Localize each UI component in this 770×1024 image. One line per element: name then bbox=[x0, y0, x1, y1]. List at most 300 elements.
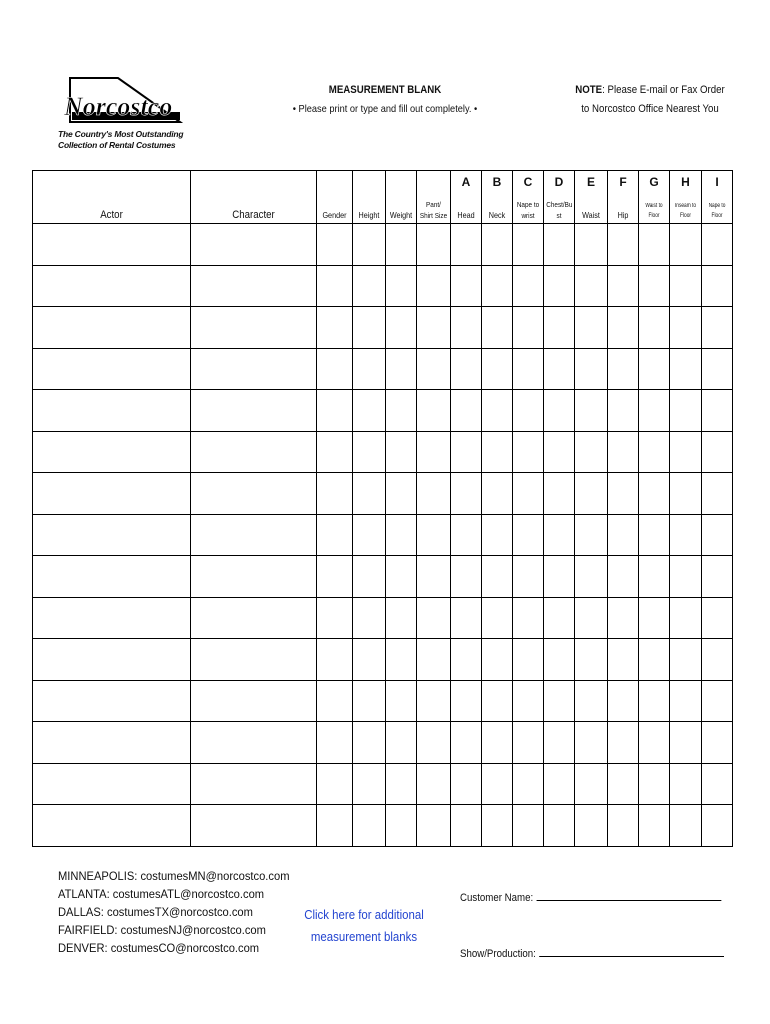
table-cell[interactable] bbox=[702, 431, 733, 473]
table-cell[interactable] bbox=[191, 639, 317, 681]
table-cell[interactable] bbox=[670, 597, 702, 639]
table-cell[interactable] bbox=[702, 307, 733, 349]
table-cell[interactable] bbox=[513, 639, 544, 681]
table-cell[interactable] bbox=[191, 224, 317, 266]
table-cell[interactable] bbox=[451, 514, 482, 556]
table-cell[interactable] bbox=[451, 224, 482, 266]
table-row bbox=[33, 805, 733, 847]
table-cell[interactable] bbox=[513, 597, 544, 639]
table-cell[interactable] bbox=[513, 224, 544, 266]
table-cell[interactable] bbox=[417, 473, 451, 515]
table-cell[interactable] bbox=[317, 473, 353, 515]
table-cell[interactable] bbox=[702, 763, 733, 805]
table-cell[interactable] bbox=[317, 265, 353, 307]
table-cell[interactable] bbox=[482, 431, 513, 473]
table-cell[interactable] bbox=[639, 514, 670, 556]
table-cell[interactable] bbox=[317, 348, 353, 390]
table-cell[interactable] bbox=[33, 307, 191, 349]
column-header bbox=[317, 171, 353, 224]
table-cell[interactable] bbox=[33, 265, 191, 307]
table-cell[interactable] bbox=[317, 639, 353, 681]
table-cell[interactable] bbox=[702, 390, 733, 432]
table-cell[interactable] bbox=[608, 431, 639, 473]
table-cell[interactable] bbox=[417, 639, 451, 681]
table-cell[interactable] bbox=[513, 348, 544, 390]
table-cell[interactable] bbox=[451, 473, 482, 515]
table-cell[interactable] bbox=[33, 763, 191, 805]
table-cell[interactable] bbox=[670, 265, 702, 307]
table-cell[interactable] bbox=[608, 680, 639, 722]
table-cell[interactable] bbox=[33, 805, 191, 847]
table-cell[interactable] bbox=[482, 763, 513, 805]
table-cell[interactable] bbox=[353, 431, 386, 473]
column-header bbox=[608, 171, 639, 224]
table-cell[interactable] bbox=[544, 473, 575, 515]
column-header bbox=[417, 171, 451, 224]
table-cell[interactable] bbox=[417, 307, 451, 349]
table-cell[interactable] bbox=[386, 556, 417, 598]
table-cell[interactable] bbox=[386, 224, 417, 266]
table-cell[interactable] bbox=[670, 307, 702, 349]
table-cell[interactable] bbox=[33, 639, 191, 681]
table-cell[interactable] bbox=[575, 763, 608, 805]
table-cell[interactable] bbox=[191, 265, 317, 307]
table-cell[interactable] bbox=[353, 597, 386, 639]
table-cell[interactable] bbox=[386, 348, 417, 390]
table-cell[interactable] bbox=[639, 307, 670, 349]
column-label: Inseam to Floor bbox=[674, 203, 697, 219]
column-header bbox=[482, 171, 513, 224]
table-cell[interactable] bbox=[575, 348, 608, 390]
table-cell[interactable] bbox=[670, 514, 702, 556]
table-cell[interactable] bbox=[670, 224, 702, 266]
table-cell[interactable] bbox=[317, 431, 353, 473]
table-cell[interactable] bbox=[417, 680, 451, 722]
table-cell[interactable] bbox=[702, 224, 733, 266]
table-cell[interactable] bbox=[417, 722, 451, 764]
table-cell[interactable] bbox=[33, 680, 191, 722]
table-cell[interactable] bbox=[386, 722, 417, 764]
table-cell[interactable] bbox=[639, 763, 670, 805]
table-cell[interactable] bbox=[639, 805, 670, 847]
table-cell[interactable] bbox=[191, 680, 317, 722]
table-cell[interactable] bbox=[386, 265, 417, 307]
table-cell[interactable] bbox=[353, 763, 386, 805]
table-cell[interactable] bbox=[608, 307, 639, 349]
table-cell[interactable] bbox=[353, 514, 386, 556]
table-cell[interactable] bbox=[417, 431, 451, 473]
table-cell[interactable] bbox=[702, 556, 733, 598]
table-cell[interactable] bbox=[317, 680, 353, 722]
measurement-table bbox=[32, 170, 733, 847]
table-cell[interactable] bbox=[482, 722, 513, 764]
table-cell[interactable] bbox=[608, 473, 639, 515]
customer-name-input[interactable] bbox=[537, 890, 722, 901]
table-cell[interactable] bbox=[670, 680, 702, 722]
table-cell[interactable] bbox=[544, 556, 575, 598]
table-cell[interactable] bbox=[575, 307, 608, 349]
column-letter: B bbox=[492, 175, 502, 189]
table-cell[interactable] bbox=[353, 390, 386, 432]
table-row bbox=[33, 265, 733, 307]
table-cell[interactable] bbox=[639, 265, 670, 307]
table-cell[interactable] bbox=[451, 763, 482, 805]
column-label: Character bbox=[232, 209, 275, 221]
table-cell[interactable] bbox=[451, 431, 482, 473]
table-cell[interactable] bbox=[575, 431, 608, 473]
table-cell[interactable] bbox=[702, 597, 733, 639]
office-fairfield: FAIRFIELD: costumesNJ@norcostco.com bbox=[58, 923, 266, 937]
note-text: : Please E-mail or Fax Order bbox=[602, 84, 725, 96]
column-header bbox=[191, 171, 317, 224]
table-cell[interactable] bbox=[670, 639, 702, 681]
table-cell[interactable] bbox=[608, 265, 639, 307]
table-row bbox=[33, 390, 733, 432]
table-cell[interactable] bbox=[33, 224, 191, 266]
column-label: Gender bbox=[322, 210, 347, 220]
table-cell[interactable] bbox=[451, 805, 482, 847]
table-cell[interactable] bbox=[482, 265, 513, 307]
column-letter: A bbox=[461, 175, 471, 189]
table-cell[interactable] bbox=[191, 514, 317, 556]
table-row bbox=[33, 639, 733, 681]
table-cell[interactable] bbox=[482, 680, 513, 722]
table-row bbox=[33, 514, 733, 556]
table-cell[interactable] bbox=[317, 307, 353, 349]
column-header bbox=[544, 171, 575, 224]
table-cell[interactable] bbox=[191, 348, 317, 390]
table-cell[interactable] bbox=[544, 431, 575, 473]
table-cell[interactable] bbox=[670, 431, 702, 473]
column-header bbox=[639, 171, 670, 224]
table-cell[interactable] bbox=[544, 265, 575, 307]
table-cell[interactable] bbox=[33, 597, 191, 639]
table-cell[interactable] bbox=[702, 265, 733, 307]
table-cell[interactable] bbox=[386, 473, 417, 515]
column-letter: C bbox=[523, 175, 533, 189]
table-cell[interactable] bbox=[513, 473, 544, 515]
table-cell[interactable] bbox=[451, 556, 482, 598]
table-cell[interactable] bbox=[702, 348, 733, 390]
table-cell[interactable] bbox=[575, 680, 608, 722]
table-row bbox=[33, 556, 733, 598]
table-row bbox=[33, 597, 733, 639]
table-cell[interactable] bbox=[386, 307, 417, 349]
table-cell[interactable] bbox=[33, 390, 191, 432]
table-cell[interactable] bbox=[608, 722, 639, 764]
table-cell[interactable] bbox=[639, 224, 670, 266]
column-header bbox=[353, 171, 386, 224]
note-label: NOTE bbox=[575, 84, 603, 96]
table-cell[interactable] bbox=[191, 805, 317, 847]
table-cell[interactable] bbox=[386, 805, 417, 847]
table-cell[interactable] bbox=[482, 348, 513, 390]
column-header bbox=[386, 171, 417, 224]
table-cell[interactable] bbox=[639, 556, 670, 598]
column-letter: H bbox=[681, 175, 690, 189]
table-cell[interactable] bbox=[544, 722, 575, 764]
table-cell[interactable] bbox=[417, 224, 451, 266]
column-label: Actor bbox=[100, 209, 123, 221]
column-header bbox=[451, 171, 482, 224]
table-cell[interactable] bbox=[670, 348, 702, 390]
table-cell[interactable] bbox=[353, 639, 386, 681]
table-cell[interactable] bbox=[353, 224, 386, 266]
table-cell[interactable] bbox=[544, 390, 575, 432]
customer-name-field bbox=[460, 890, 721, 904]
table-cell[interactable] bbox=[575, 556, 608, 598]
table-cell[interactable] bbox=[482, 473, 513, 515]
table-cell[interactable] bbox=[353, 473, 386, 515]
office-atlanta: ATLANTA: costumesATL@norcostco.com bbox=[58, 887, 265, 901]
table-cell[interactable] bbox=[544, 224, 575, 266]
table-cell[interactable] bbox=[608, 805, 639, 847]
table-cell[interactable] bbox=[608, 348, 639, 390]
table-cell[interactable] bbox=[639, 597, 670, 639]
table-cell[interactable] bbox=[482, 390, 513, 432]
column-letter: G bbox=[649, 175, 659, 189]
table-cell[interactable] bbox=[575, 805, 608, 847]
table-cell[interactable] bbox=[386, 680, 417, 722]
table-cell[interactable] bbox=[608, 763, 639, 805]
table-cell[interactable] bbox=[513, 805, 544, 847]
table-cell[interactable] bbox=[513, 722, 544, 764]
table-cell[interactable] bbox=[317, 597, 353, 639]
office-dallas: DALLAS: costumesTX@norcostco.com bbox=[58, 905, 253, 919]
column-label: Waist to Floor bbox=[645, 203, 663, 219]
table-cell[interactable] bbox=[353, 805, 386, 847]
table-cell[interactable] bbox=[451, 722, 482, 764]
table-cell[interactable] bbox=[575, 390, 608, 432]
tagline bbox=[58, 129, 208, 151]
table-cell[interactable] bbox=[639, 722, 670, 764]
table-cell[interactable] bbox=[639, 390, 670, 432]
table-cell[interactable] bbox=[417, 763, 451, 805]
tagline-line-2: Collection of Rental Costumes bbox=[58, 140, 176, 150]
table-cell[interactable] bbox=[482, 805, 513, 847]
office-denver: DENVER: costumesCO@norcostco.com bbox=[58, 941, 260, 955]
table-cell[interactable] bbox=[513, 265, 544, 307]
table-cell[interactable] bbox=[33, 473, 191, 515]
table-cell[interactable] bbox=[417, 348, 451, 390]
column-label: Pant/ Shirt Size bbox=[419, 200, 448, 220]
table-cell[interactable] bbox=[639, 639, 670, 681]
table-cell[interactable] bbox=[482, 224, 513, 266]
column-header bbox=[33, 171, 191, 224]
table-cell[interactable] bbox=[702, 722, 733, 764]
instructions: • Please print or type and fill out completely. • bbox=[292, 103, 478, 115]
table-cell[interactable] bbox=[33, 514, 191, 556]
table-cell[interactable] bbox=[191, 763, 317, 805]
table-cell[interactable] bbox=[639, 680, 670, 722]
table-cell[interactable] bbox=[702, 473, 733, 515]
table-cell[interactable] bbox=[353, 722, 386, 764]
table-cell[interactable] bbox=[353, 307, 386, 349]
table-cell[interactable] bbox=[317, 763, 353, 805]
table-cell[interactable] bbox=[544, 639, 575, 681]
table-cell[interactable] bbox=[544, 597, 575, 639]
column-letter: E bbox=[586, 175, 595, 189]
table-cell[interactable] bbox=[544, 680, 575, 722]
table-cell[interactable] bbox=[191, 307, 317, 349]
column-label: Head bbox=[457, 210, 475, 220]
table-cell[interactable] bbox=[317, 556, 353, 598]
note-line-2: to Norcostco Office Nearest You bbox=[581, 103, 719, 115]
table-cell[interactable] bbox=[317, 722, 353, 764]
table-cell[interactable] bbox=[670, 763, 702, 805]
table-cell[interactable] bbox=[353, 556, 386, 598]
table-cell[interactable] bbox=[670, 390, 702, 432]
table-cell[interactable] bbox=[33, 348, 191, 390]
office-list bbox=[58, 867, 290, 957]
table-cell[interactable] bbox=[575, 639, 608, 681]
table-cell[interactable] bbox=[608, 224, 639, 266]
table-cell[interactable] bbox=[608, 514, 639, 556]
table-row bbox=[33, 680, 733, 722]
table-cell[interactable] bbox=[670, 722, 702, 764]
table-row bbox=[33, 348, 733, 390]
table-cell[interactable] bbox=[386, 639, 417, 681]
customer-name-label: Customer Name: bbox=[460, 892, 534, 904]
table-cell[interactable] bbox=[386, 514, 417, 556]
table-header-row bbox=[33, 171, 733, 224]
logo-text: Norcostco bbox=[64, 92, 173, 121]
table-row bbox=[33, 431, 733, 473]
table-cell[interactable] bbox=[544, 307, 575, 349]
table-cell[interactable] bbox=[451, 597, 482, 639]
table-row bbox=[33, 763, 733, 805]
table-cell[interactable] bbox=[544, 763, 575, 805]
additional-blanks-link[interactable] bbox=[304, 904, 424, 948]
table-cell[interactable] bbox=[575, 514, 608, 556]
table-cell[interactable] bbox=[482, 514, 513, 556]
table-cell[interactable] bbox=[386, 431, 417, 473]
table-cell[interactable] bbox=[482, 307, 513, 349]
note bbox=[571, 84, 729, 96]
table-cell[interactable] bbox=[451, 265, 482, 307]
table-cell[interactable] bbox=[639, 431, 670, 473]
column-header bbox=[670, 171, 702, 224]
table-row bbox=[33, 473, 733, 515]
table-cell[interactable] bbox=[191, 556, 317, 598]
table-cell[interactable] bbox=[639, 473, 670, 515]
table-cell[interactable] bbox=[417, 265, 451, 307]
table-cell[interactable] bbox=[513, 431, 544, 473]
column-label: Weight bbox=[389, 210, 413, 220]
table-cell[interactable] bbox=[191, 722, 317, 764]
table-cell[interactable] bbox=[575, 265, 608, 307]
table-cell[interactable] bbox=[191, 597, 317, 639]
table-cell[interactable] bbox=[608, 390, 639, 432]
table-cell[interactable] bbox=[608, 556, 639, 598]
table-cell[interactable] bbox=[575, 224, 608, 266]
column-header bbox=[575, 171, 608, 224]
table-cell[interactable] bbox=[544, 514, 575, 556]
table-cell[interactable] bbox=[317, 514, 353, 556]
table-body bbox=[33, 224, 733, 847]
table-cell[interactable] bbox=[702, 805, 733, 847]
table-row bbox=[33, 307, 733, 349]
table-cell[interactable] bbox=[513, 390, 544, 432]
table-cell[interactable] bbox=[191, 390, 317, 432]
table-cell[interactable] bbox=[317, 224, 353, 266]
column-label: Nape to wrist bbox=[516, 200, 540, 220]
table-cell[interactable] bbox=[670, 805, 702, 847]
table-cell[interactable] bbox=[33, 722, 191, 764]
table-cell[interactable] bbox=[639, 348, 670, 390]
table-cell[interactable] bbox=[482, 597, 513, 639]
table-cell[interactable] bbox=[386, 763, 417, 805]
table-cell[interactable] bbox=[702, 639, 733, 681]
table-cell[interactable] bbox=[417, 514, 451, 556]
table-cell[interactable] bbox=[451, 639, 482, 681]
table-cell[interactable] bbox=[482, 556, 513, 598]
show-production-label: Show/Production: bbox=[460, 948, 536, 960]
table-cell[interactable] bbox=[451, 390, 482, 432]
column-label: Hip bbox=[617, 210, 629, 220]
table-cell[interactable] bbox=[575, 473, 608, 515]
link-line-2[interactable]: measurement blanks bbox=[310, 929, 418, 944]
table-cell[interactable] bbox=[575, 597, 608, 639]
table-cell[interactable] bbox=[417, 390, 451, 432]
table-cell[interactable] bbox=[544, 805, 575, 847]
page-title: MEASUREMENT BLANK bbox=[328, 84, 442, 96]
table-cell[interactable] bbox=[417, 597, 451, 639]
column-label: Height bbox=[358, 210, 380, 220]
table-cell[interactable] bbox=[191, 473, 317, 515]
table-cell[interactable] bbox=[317, 390, 353, 432]
table-cell[interactable] bbox=[575, 722, 608, 764]
table-cell[interactable] bbox=[386, 597, 417, 639]
table-cell[interactable] bbox=[702, 680, 733, 722]
table-cell[interactable] bbox=[513, 307, 544, 349]
table-cell[interactable] bbox=[513, 680, 544, 722]
table-cell[interactable] bbox=[353, 265, 386, 307]
table-cell[interactable] bbox=[670, 473, 702, 515]
show-production-field bbox=[460, 946, 724, 960]
table-cell[interactable] bbox=[451, 680, 482, 722]
table-cell[interactable] bbox=[417, 805, 451, 847]
column-letter: I bbox=[715, 175, 719, 189]
table-cell[interactable] bbox=[608, 597, 639, 639]
column-label: Waist bbox=[582, 210, 600, 220]
table-cell[interactable] bbox=[513, 763, 544, 805]
column-label: Nape to Floor bbox=[708, 203, 726, 219]
link-line-1[interactable]: Click here for additional bbox=[304, 907, 424, 922]
table-cell[interactable] bbox=[386, 390, 417, 432]
table-cell[interactable] bbox=[353, 348, 386, 390]
table-cell[interactable] bbox=[317, 805, 353, 847]
table-cell[interactable] bbox=[417, 556, 451, 598]
table-cell[interactable] bbox=[513, 514, 544, 556]
column-letter: D bbox=[554, 175, 564, 189]
table-cell[interactable] bbox=[33, 556, 191, 598]
show-production-input[interactable] bbox=[539, 946, 724, 957]
table-cell[interactable] bbox=[544, 348, 575, 390]
table-cell[interactable] bbox=[33, 431, 191, 473]
table-cell[interactable] bbox=[513, 556, 544, 598]
table-cell[interactable] bbox=[353, 680, 386, 722]
table-cell[interactable] bbox=[191, 431, 317, 473]
table-cell[interactable] bbox=[702, 514, 733, 556]
table-row bbox=[33, 722, 733, 764]
table-cell[interactable] bbox=[451, 307, 482, 349]
office-minneapolis: MINNEAPOLIS: costumesMN@norcostco.com bbox=[58, 869, 290, 883]
table-cell[interactable] bbox=[608, 639, 639, 681]
table-cell[interactable] bbox=[670, 556, 702, 598]
table-cell[interactable] bbox=[451, 348, 482, 390]
table-cell[interactable] bbox=[482, 639, 513, 681]
